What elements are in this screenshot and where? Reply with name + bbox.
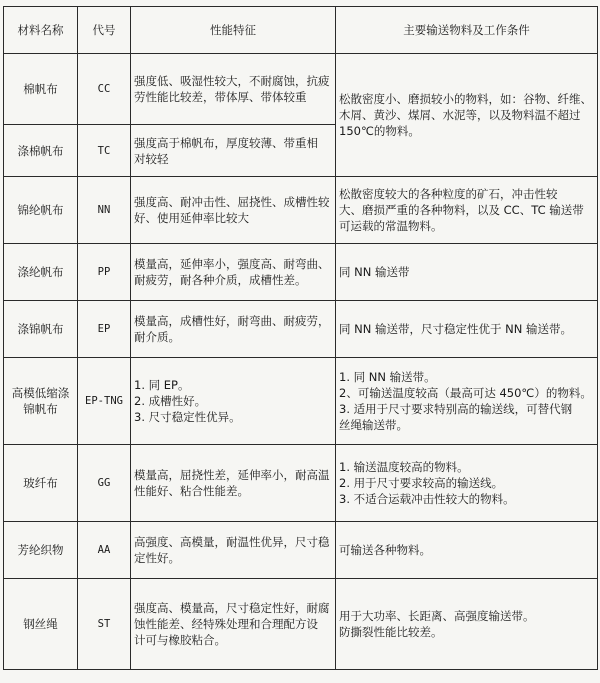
performance-line: 对较轻 [134,151,169,166]
table-body [4,54,598,670]
performance-cell [131,125,336,177]
conveyed-material-line: 3. 适用于尺寸要求特别高的输送线，可替代钢 [339,402,573,416]
material-name-line: 棉帆布 [23,82,58,96]
code-cell: ST [78,579,131,670]
performance-line: 高强度、高模量，耐温性优异，尺寸稳 [134,535,330,549]
conveyed-material-line: 150℃的物料。 [339,124,420,138]
performance-line: 好、使用延伸率比较大 [134,211,249,225]
material-name-line: 锦纶帆布 [17,203,64,217]
conveyed-material-line: 防撕裂性能比较差。 [339,625,443,639]
material-name-line: 玻纤布 [23,476,58,490]
conveyed-material-cell [336,522,598,579]
conveyed-material-line: 1. 输送温度较高的物料。 [339,460,469,474]
performance-cell [131,177,336,244]
material-name-cell [4,358,78,445]
code-cell: AA [78,522,131,579]
conveyed-material-line: 1. 同 NN 输送带。 [339,370,436,384]
table-row [4,522,598,579]
material-name-cell [4,301,78,358]
conveyor-material-table [3,6,598,670]
material-name-cell [4,125,78,177]
material-name-cell [4,177,78,244]
conveyed-material-line: 同 NN 输送带，尺寸稳定性优于 NN 输送带。 [339,322,573,336]
performance-cell [131,445,336,522]
performance-cell [131,301,336,358]
material-name-cell [4,244,78,301]
performance-line: 模量高，屈挠性差，延伸率小，耐高温 [134,468,330,482]
material-name-line: 钢丝绳 [23,617,58,631]
code-cell: PP [78,244,131,301]
material-name-line: 涤锦帆布 [17,322,64,336]
conveyed-material-cell [336,445,598,522]
performance-cell [131,579,336,670]
table-row [4,579,598,670]
performance-line: 蚀性能差、经特殊处理和合理配方设 [134,617,318,631]
performance-cell [131,358,336,445]
table-row [4,177,598,244]
table-row [4,358,598,445]
conveyed-material-line: 木屑、黄沙、煤屑、水泥等，以及物料温不超过 [339,108,581,122]
performance-line: 强度高于棉帆布，厚度较薄、带重相 [134,135,318,150]
conveyed-material-cell [336,579,598,670]
performance-line: 强度高、模量高，尺寸稳定性好，耐腐 [134,601,330,615]
header-material-name: 材料名称 [4,7,78,54]
code-cell: GG [78,445,131,522]
conveyed-material-line: 可输送各种物料。 [339,543,431,557]
code-cell: CC [78,54,131,125]
code-cell: EP-TNG [78,358,131,445]
code-cell: NN [78,177,131,244]
conveyed-material-line: 2. 用于尺寸要求较高的输送线。 [339,476,504,490]
performance-line: 模量高，成槽性好，耐弯曲、耐疲劳， [134,314,330,328]
material-name-line: 锦帆布 [23,402,58,416]
conveyed-material-cell [336,177,598,244]
table-row [4,54,598,125]
performance-cell [131,244,336,301]
material-name-line: 涤棉帆布 [17,143,64,158]
code-cell: EP [78,301,131,358]
header-row [4,7,598,54]
material-name-line: 高模低缩涤 [11,386,70,400]
performance-line: 耐疲劳，耐各种介质，成槽性差。 [134,273,307,287]
conveyed-material-cell [336,244,598,301]
performance-line: 强度低、吸湿性较大，不耐腐蚀，抗疲 [134,74,330,88]
material-name-cell [4,522,78,579]
conveyed-material-line: 大、磨损严重的各种物料，以及 CC、TC 输送带 [339,203,584,217]
performance-cell [131,522,336,579]
performance-line: 耐介质。 [134,330,180,344]
performance-line: 性能好、粘合性能差。 [134,484,249,498]
conveyed-material-line: 同 NN 输送带 [339,265,410,279]
conveyed-material-cell [336,54,598,177]
material-name-line: 芳纶织物 [17,543,64,557]
performance-line: 计可与橡胶粘合。 [134,633,226,647]
table-row [4,445,598,522]
conveyed-material-line: 松散密度较大的各种粒度的矿石，冲击性较 [339,187,558,201]
performance-line: 1. 同 EP。 [134,378,190,392]
header-code: 代号 [78,7,131,54]
performance-line: 模量高，延伸率小，强度高、耐弯曲、 [134,257,330,271]
performance-line: 3. 尺寸稳定性优异。 [134,410,241,424]
material-name-line: 涤纶帆布 [17,265,64,279]
conveyed-material-line: 可运载的常温物料。 [339,219,443,233]
conveyed-material-line: 用于大功率、长距离、高强度输送带。 [339,609,535,623]
material-name-cell [4,445,78,522]
performance-line: 劳性能比较差，带体厚、带体较重 [134,90,307,104]
conveyed-material-line: 松散密度小、磨损较小的物料，如：谷物、纤维、 [339,92,592,106]
header-conveyed-material: 主要输送物料及工作条件 [336,7,598,54]
conveyed-material-line: 丝绳输送带。 [339,418,408,432]
header-performance: 性能特征 [131,7,336,54]
conveyed-material-cell [336,301,598,358]
code-cell: TC [78,125,131,177]
performance-line: 定性好。 [134,551,180,565]
performance-cell [131,54,336,125]
conveyed-material-line: 2、可输送温度较高（最高可达 450℃）的物料。 [339,386,592,400]
material-name-cell [4,54,78,125]
table-row [4,244,598,301]
conveyed-material-cell [336,358,598,445]
table-row [4,301,598,358]
conveyed-material-line: 3. 不适合运载冲击性较大的物料。 [339,492,515,506]
performance-line: 强度高、耐冲击性、屈挠性、成槽性较 [134,195,330,209]
material-name-cell [4,579,78,670]
performance-line: 2. 成槽性好。 [134,394,207,408]
